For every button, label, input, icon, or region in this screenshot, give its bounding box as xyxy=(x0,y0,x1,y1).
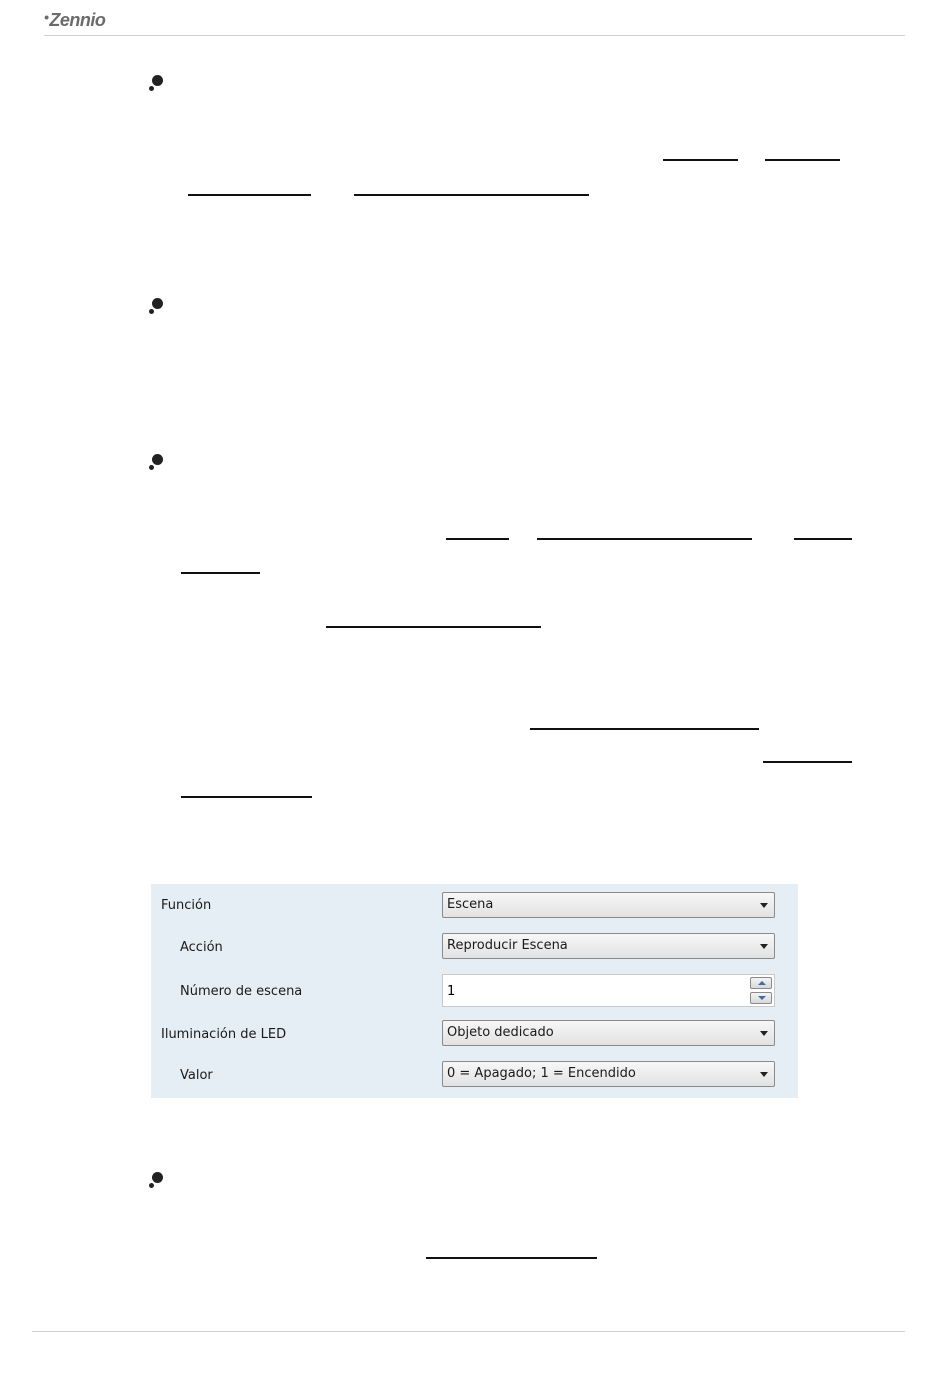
chevron-down-icon xyxy=(760,944,768,949)
link-underline[interactable] xyxy=(663,159,738,161)
funcion-dropdown[interactable] xyxy=(442,892,775,918)
chevron-down-icon xyxy=(760,1072,768,1077)
numero-escena-spinner[interactable] xyxy=(442,974,775,1007)
footer-divider xyxy=(32,1331,905,1332)
spinner-down-button[interactable] xyxy=(750,992,772,1004)
link-underline[interactable] xyxy=(181,572,260,574)
link-underline[interactable] xyxy=(446,538,509,540)
parameter-panel xyxy=(151,884,798,1098)
funcion-value: Escena xyxy=(447,897,494,912)
link-underline[interactable] xyxy=(426,1257,597,1259)
chevron-down-icon xyxy=(760,1031,768,1036)
numero-escena-value: 1 xyxy=(447,984,456,999)
accion-label: Acción xyxy=(180,940,223,955)
valor-label: Valor xyxy=(180,1068,213,1083)
iluminacion-led-dropdown[interactable] xyxy=(442,1020,775,1046)
iluminacion-led-label: Iluminación de LED xyxy=(161,1027,287,1042)
valor-value: 0 = Apagado; 1 = Encendido xyxy=(447,1066,636,1081)
link-underline[interactable] xyxy=(188,194,311,196)
link-underline[interactable] xyxy=(326,626,541,628)
link-underline[interactable] xyxy=(530,728,759,730)
funcion-label: Función xyxy=(161,898,212,913)
bullet-icon xyxy=(149,454,163,470)
zennio-logo: •Zennio xyxy=(44,9,106,30)
valor-dropdown[interactable] xyxy=(442,1061,775,1087)
spinner-up-button[interactable] xyxy=(750,977,772,989)
accion-value: Reproducir Escena xyxy=(447,938,568,953)
link-underline[interactable] xyxy=(763,761,852,763)
arrow-down-icon xyxy=(758,996,766,1000)
link-underline[interactable] xyxy=(181,796,312,798)
accion-dropdown[interactable] xyxy=(442,933,775,959)
chevron-down-icon xyxy=(760,903,768,908)
link-underline[interactable] xyxy=(765,159,840,161)
arrow-up-icon xyxy=(758,981,766,985)
link-underline[interactable] xyxy=(354,194,589,196)
numero-escena-label: Número de escena xyxy=(180,984,303,999)
iluminacion-led-value: Objeto dedicado xyxy=(447,1025,554,1040)
link-underline[interactable] xyxy=(537,538,752,540)
bullet-icon xyxy=(149,298,163,314)
link-underline[interactable] xyxy=(794,538,852,540)
bullet-icon xyxy=(149,1172,163,1188)
logo-text: Zennio xyxy=(49,10,106,30)
header-divider xyxy=(44,35,905,36)
bullet-icon xyxy=(149,75,163,91)
